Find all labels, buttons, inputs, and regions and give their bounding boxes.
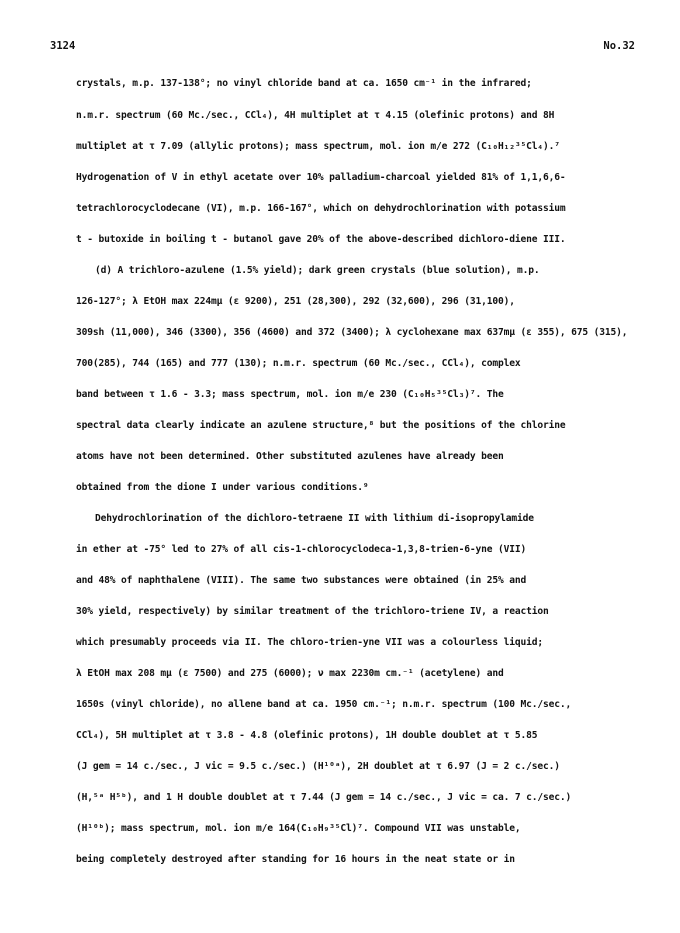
text-line: in ether at -75° led to 27% of all cis-1-chlorocyclodeca-1,3,8-trien-6-yne (VII) [76, 544, 527, 555]
text-line: (H,⁵ᵃ H⁵ᵇ), and 1 H double doublet at τ 7.44 (J gem = 14 c./sec., J vic = ca. 7 c./sec.) [76, 792, 572, 803]
text-line: 30% yield, respectively) by similar treatment of the trichloro-triene IV, a reaction [76, 606, 549, 617]
text-line: tetrachlorocyclodecane (VI), m.p. 166-167°, which on dehydrochlorination with potassium [76, 203, 566, 214]
text-line: atoms have not been determined. Other substituted azulenes have already been [76, 451, 504, 462]
text-line: 1650s (vinyl chloride), no allene band at ca. 1950 cm.⁻¹; n.m.r. spectrum (100 Mc./sec., [76, 699, 572, 710]
text-line: being completely destroyed after standing for 16 hours in the neat state or in [76, 854, 515, 865]
text-line: Hydrogenation of V in ethyl acetate over 10% palladium-charcoal yielded 81% of 1,1,6,6- [76, 172, 566, 183]
text-line: t - butoxide in boiling t - butanol gave 20% of the above-described dichloro-diene III. [76, 234, 566, 245]
text-line: 126-127°; λ EtOH max 224mμ (ε 9200), 251 (28,300), 292 (32,600), 296 (31,100), [76, 296, 515, 307]
text-line: band between τ 1.6 - 3.3; mass spectrum, mol. ion m/e 230 (C₁₀H₅³⁵Cl₃)⁷. The [76, 389, 504, 400]
text-line: crystals, m.p. 137-138°; no vinyl chloride band at ca. 1650 cm⁻¹ in the infrared; [76, 78, 532, 89]
text-line: spectral data clearly indicate an azulene structure,⁸ but the positions of the chlorine [76, 420, 566, 431]
text-line: λ EtOH max 208 mμ (ε 7500) and 275 (6000); ν max 2230m cm.⁻¹ (acetylene) and [76, 668, 504, 679]
issue-number: No.32 [603, 40, 635, 52]
page-number: 3124 [50, 40, 76, 52]
text-line: Dehydrochlorination of the dichloro-tetraene II with lithium di-isopropylamide [95, 513, 534, 524]
text-line: (H¹⁰ᵇ); mass spectrum, mol. ion m/e 164(C₁₀H₉³⁵Cl)⁷. Compound VII was unstable, [76, 823, 521, 834]
text-line: n.m.r. spectrum (60 Mc./sec., CCl₄), 4H multiplet at τ 4.15 (olefinic protons) and 8H [76, 110, 555, 121]
text-line: (d) A trichloro-azulene (1.5% yield); dark green crystals (blue solution), m.p. [95, 265, 540, 276]
text-line: which presumably proceeds via II. The chloro-trien-yne VII was a colourless liquid; [76, 637, 543, 648]
text-line: obtained from the dione I under various conditions.⁹ [76, 482, 369, 493]
text-line: (J gem = 14 c./sec., J vic = 9.5 c./sec.) (H¹⁰ᵃ), 2H doublet at τ 6.97 (J = 2 c./sec.) [76, 761, 560, 772]
text-line: and 48% of naphthalene (VIII). The same two substances were obtained (in 25% and [76, 575, 527, 586]
text-line: multiplet at τ 7.09 (allylic protons); mass spectrum, mol. ion m/e 272 (C₁₀H₁₂³⁵Cl₄).⁷ [76, 141, 560, 152]
text-line: CCl₄), 5H multiplet at τ 3.8 - 4.8 (olefinic protons), 1H double doublet at τ 5.85 [76, 730, 538, 741]
text-line: 309sh (11,000), 346 (3300), 356 (4600) and 372 (3400); λ cyclohexane max 637mμ (ε 355), 675 (315), [76, 327, 628, 338]
text-line: 700(285), 744 (165) and 777 (130); n.m.r. spectrum (60 Mc./sec., CCl₄), complex [76, 358, 521, 369]
